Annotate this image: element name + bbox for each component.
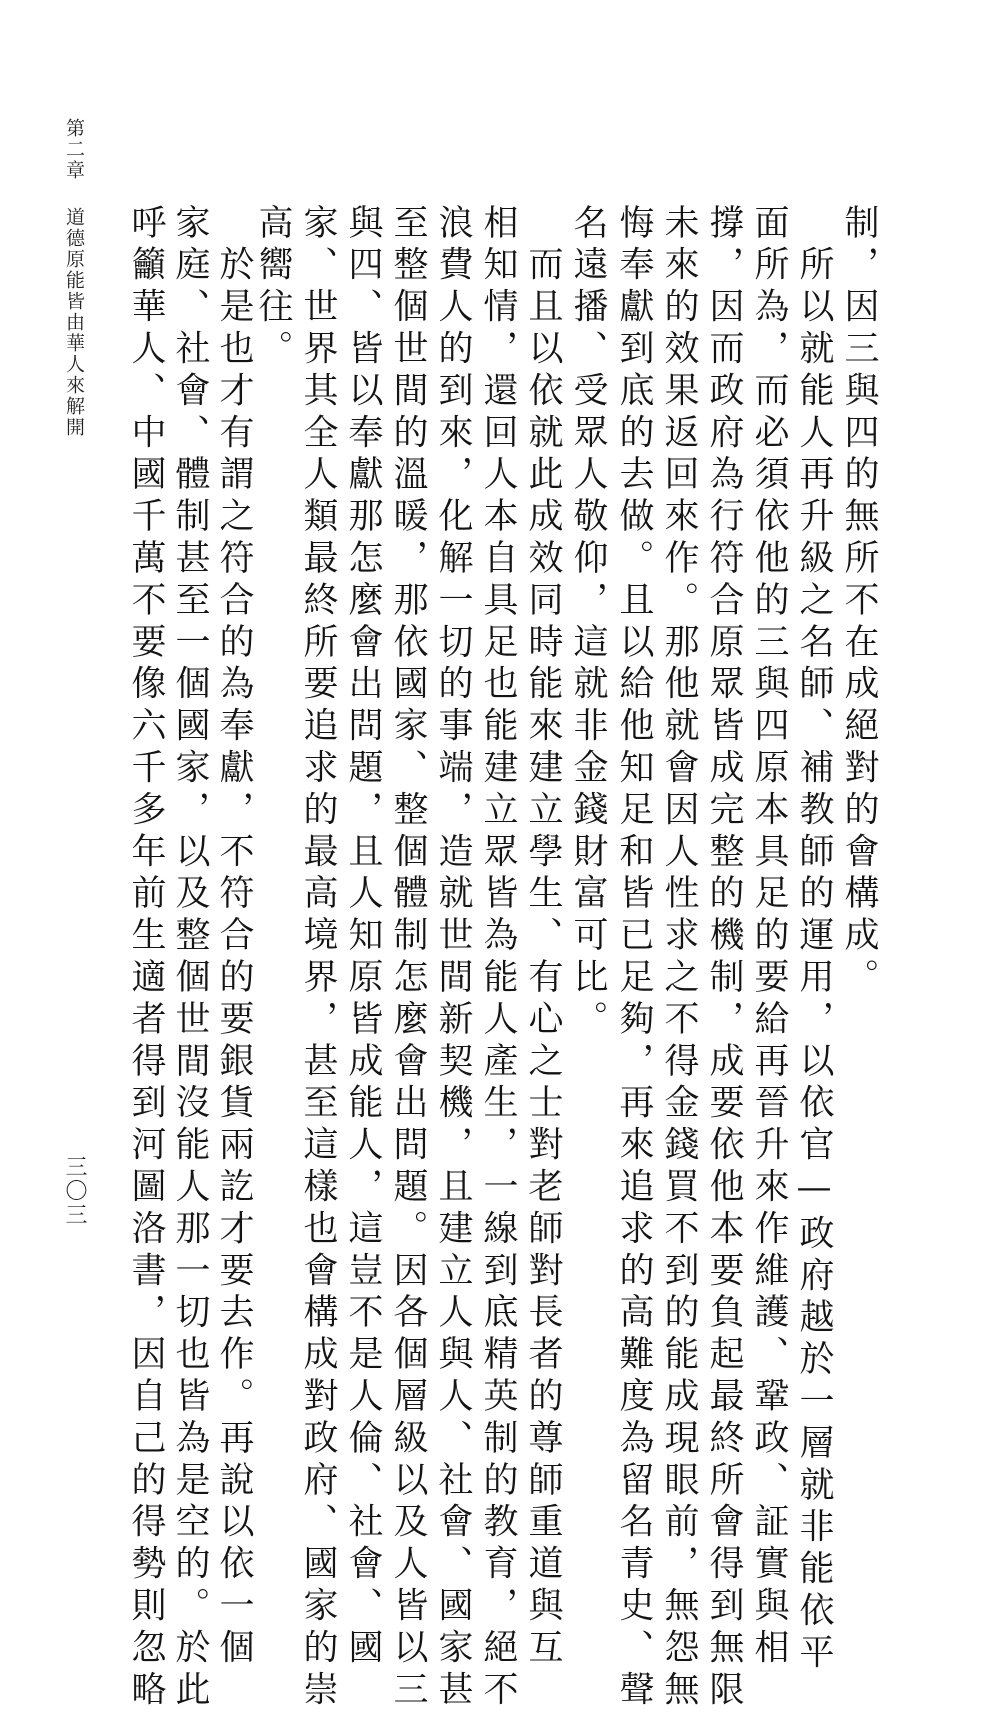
text-column: 未來的效果返回來作。那他就會因人性求之不得金錢買不到的能成現眼前，無怨無 xyxy=(659,204,699,1712)
text-column: 制，因三與四的無所不在成絕對的會構成。 xyxy=(839,204,879,1001)
text-column: 於是也才有謂之符合的為奉獻，不符合的要銀貨兩訖才要去作。再說以依一個 xyxy=(214,204,254,1671)
text-column: 撐，因而政府為行符合原眾皆成完整的機制，成要依他本要負起最終所會得到無限 xyxy=(704,204,744,1712)
text-column: 高嚮往。 xyxy=(253,204,293,372)
text-column: 與四、皆以奉獻那怎麼會出問題，且人知原皆成能人，這豈不是人倫、社會、國 xyxy=(343,204,383,1671)
text-column: 所以就能人再升級之名師、補教師的運用，以依官—政府越於一層就非能依平 xyxy=(794,204,834,1676)
text-column: 而且以依就此成效同時能來建立學生、有心之士對老師對長者的尊師重道與互 xyxy=(523,204,563,1671)
text-column: 浪費人的到來，化解一切的事端，造就世間新契機，且建立人與人、社會、國家甚 xyxy=(433,204,473,1712)
text-column: 至整個世間的溫暖，那依國家、整個體制怎麼會出問題。因各個層級以及人皆以三 xyxy=(388,204,428,1712)
chapter-title: 道德原能皆由華人來解開 xyxy=(63,207,85,438)
running-header xyxy=(60,118,88,718)
chapter-label: 第二章 xyxy=(63,118,85,181)
text-column: 悔奉獻到底的去做。且以給他知足和皆已足夠，再來追求的高難度為留名青史、聲 xyxy=(614,204,654,1712)
text-column: 名遠播、受眾人敬仰，這就非金錢財富可比。 xyxy=(568,204,608,1042)
text-column: 相知情，還回人本自具足也能建立眾皆為能人產生，一線到底精英制的教育，絕不 xyxy=(478,204,518,1712)
text-column: 面所為，而必須依他的三與四原本具足的要給再晉升來作維護、鞏政、証實與相 xyxy=(749,204,789,1671)
text-column: 家庭、社會、體制甚至一個國家，以及整個世間沒能人那一切也皆為是空的。於此 xyxy=(170,204,210,1712)
text-column: 家、世界其全人類最終所要追求的最高境界，甚至這樣也會構成對政府、國家的崇 xyxy=(298,204,338,1712)
page-number: 三〇三 xyxy=(62,1155,87,1227)
text-column: 呼籲華人、中國千萬不要像六千多年前生適者得到河圖洛書，因自己的得勢則忽略 xyxy=(126,204,166,1712)
